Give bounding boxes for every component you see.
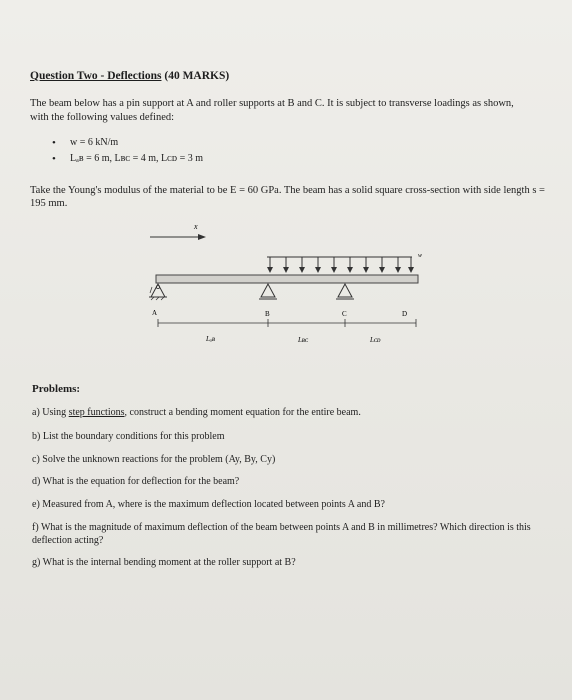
- problem-text: e) Measured from A, where is the maximum deflection located between points A and B?: [32, 499, 385, 510]
- problem-text: d) What is the equation for deflection for the beam?: [32, 476, 240, 487]
- problem-text: f) What is the magnitude of maximum deflection of the beam between points A and B in millimetres? Which direction is this deflection acting?: [32, 522, 531, 546]
- load-value: w = 6 kN/m: [70, 137, 119, 148]
- point-a-label: A: [152, 309, 158, 317]
- length-values: Lₐʙ = 6 m, Lʙᴄ = 4 m, Lᴄᴅ = 3 m: [70, 153, 204, 164]
- problem-c: [32, 453, 532, 466]
- problem-g: [32, 556, 532, 569]
- problem-text: a) Using: [32, 407, 69, 418]
- roller-support-b-icon: [259, 284, 277, 299]
- list-item: [52, 135, 203, 151]
- point-b-label: B: [265, 310, 270, 318]
- roller-support-c-icon: [336, 284, 354, 299]
- beam: [156, 275, 418, 283]
- question-title: [30, 70, 229, 82]
- x-label: x: [194, 222, 198, 231]
- bullet-icon: •: [52, 153, 56, 165]
- bullet-icon: •: [52, 137, 56, 149]
- question-title-main: Question Two - Deflections: [30, 70, 162, 82]
- pin-support-a-icon: [149, 284, 167, 300]
- question-title-marks: (40 MARKS): [161, 70, 230, 82]
- problem-d: [32, 475, 532, 488]
- problem-text: b) List the boundary conditions for this problem: [32, 431, 225, 442]
- problem-underlined-term: step functions: [68, 407, 125, 418]
- problem-text: g) What is the internal bending moment at the roller support at B?: [32, 557, 296, 568]
- problem-f: [32, 521, 532, 547]
- problem-b: [32, 430, 532, 443]
- length-cd-label: Lᴄᴅ: [370, 336, 381, 344]
- x-arrowhead-icon: [198, 234, 206, 240]
- length-ab-label: Lₐʙ: [206, 335, 215, 343]
- load-w-label: w: [418, 253, 423, 259]
- intro-paragraph: The beam below has a pin support at A and roller supports at B and C. It is subject to transverse loadings as shown, with the following values defined:: [30, 98, 514, 123]
- point-c-label: C: [342, 310, 347, 318]
- problems-heading: Problems:: [32, 383, 81, 395]
- problem-text: , construct a bending moment equation for the entire beam.: [124, 407, 361, 418]
- length-bc-label: Lʙᴄ: [298, 336, 309, 344]
- given-values-list: [52, 135, 203, 167]
- list-item: [52, 151, 203, 167]
- problem-text: c) Solve the unknown reactions for the problem (Ay, By, Cy): [32, 454, 276, 465]
- problem-a: [32, 406, 532, 419]
- beam-diagram: [140, 215, 440, 355]
- point-d-label: D: [402, 310, 408, 318]
- material-paragraph: Take the Young's modulus of the material to be E = 60 GPa. The beam has a solid square cross-section with side length s = 195 mm.: [30, 185, 545, 209]
- distributed-load-arrows: [267, 257, 414, 273]
- problem-e: [32, 498, 532, 511]
